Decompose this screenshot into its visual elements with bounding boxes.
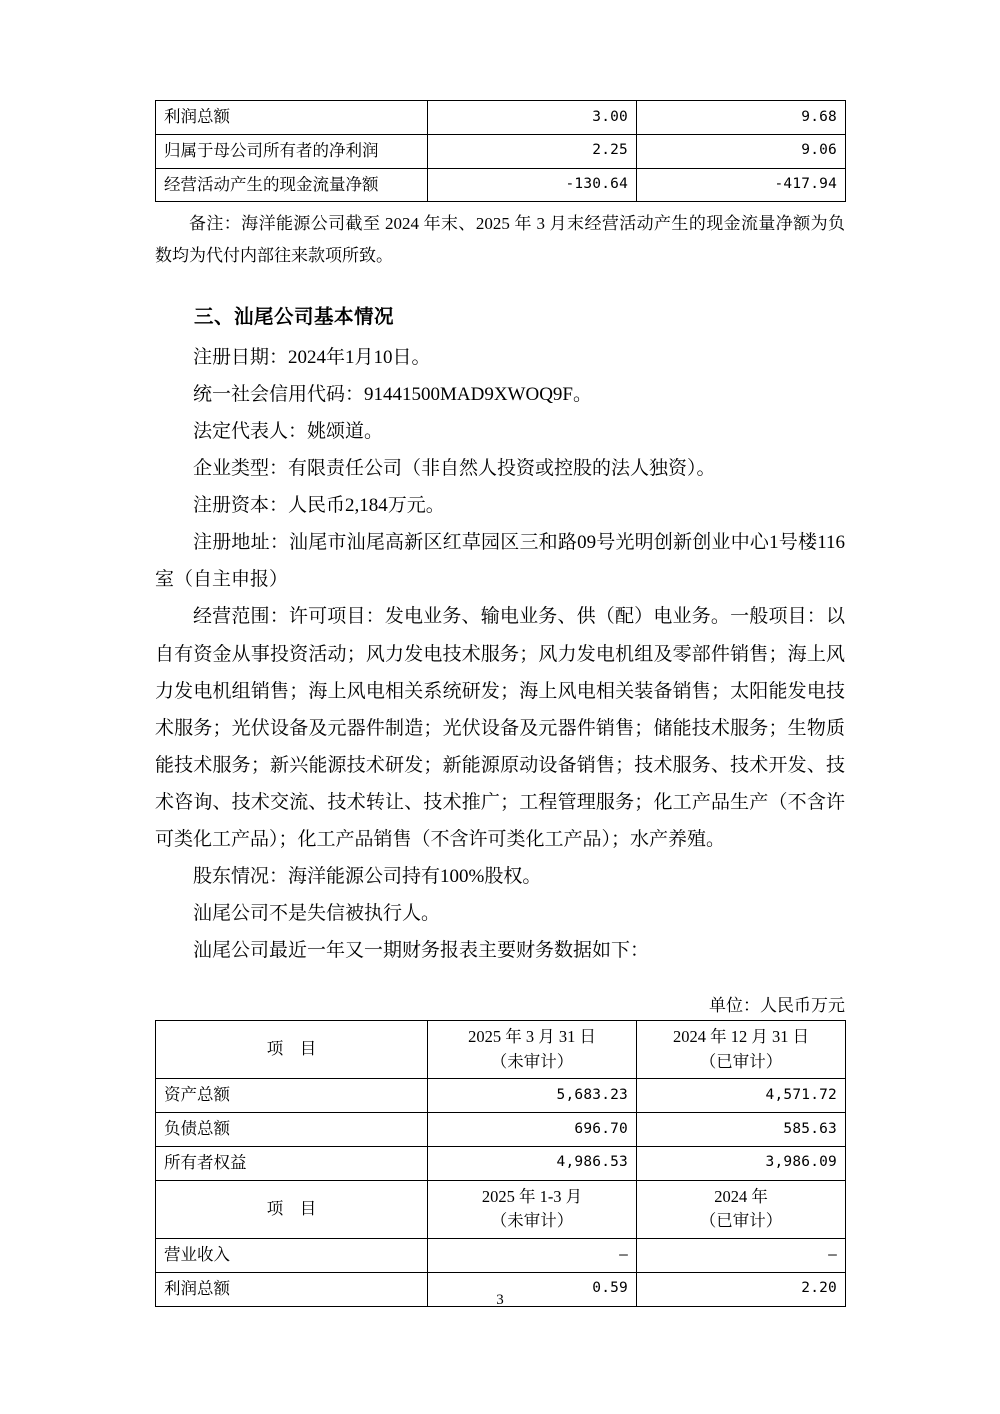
header-col2-line1: 2024 年 12 月 31 日 xyxy=(672,1026,810,1046)
paragraph-credit-status: 汕尾公司不是失信被执行人。 xyxy=(193,902,441,924)
paragraph-financial-intro: 汕尾公司最近一年又一期财务报表主要财务数据如下： xyxy=(193,939,650,961)
table-header-row xyxy=(156,1180,846,1239)
paragraph-registration-date: 注册日期：2024年1月10日。 xyxy=(193,347,431,369)
row-value-col1: 4,986.53 xyxy=(428,1146,637,1180)
row-label: 负债总额 xyxy=(156,1113,428,1147)
row-value-col2: – xyxy=(637,1239,846,1273)
row-label: 经营活动产生的现金流量净额 xyxy=(156,168,428,202)
row-label: 利润总额 xyxy=(156,101,428,135)
table-row xyxy=(156,1146,846,1180)
table-row xyxy=(156,1113,846,1147)
row-value-col1: 5,683.23 xyxy=(428,1079,637,1113)
row-label: 营业收入 xyxy=(156,1239,428,1273)
row-value-col2: -417.94 xyxy=(637,168,846,202)
paragraph-registered-address: 注册地址：汕尾市汕尾高新区红草园区三和路09号光明创新创业中心1号楼116室（自主申报） xyxy=(155,532,845,591)
row-value-col1: 3.00 xyxy=(428,101,637,135)
row-label: 所有者权益 xyxy=(156,1146,428,1180)
paragraph-business-scope: 经营范围：许可项目：发电业务、输电业务、供（配）电业务。一般项目：以自有资金从事投资活动；风力发电技术服务；风力发电机组及零部件销售；海上风力发电机组销售；海上风电相关系统研发；海上风电相关装备销售；太阳能发电技术服务；光伏设备及元器件制造；光伏设备及元器件销售；储能技术服务；生物质能技术服务；新兴能源技术研发；新能源原动设备销售；技术服务、技术开发、技术咨询、技术交流、技术转让、技术推广；工程管理服务；化工产品生产（不含许可类化工产品）；化工产品销售（不含许可类化工产品）；水产养殖。 xyxy=(155,606,845,850)
row-value-col2: 9.06 xyxy=(637,134,846,168)
paragraph-shareholder: 股东情况：海洋能源公司持有100%股权。 xyxy=(193,865,542,887)
table-footnote: 备注：海洋能源公司截至 2024 年末、2025 年 3 月末经营活动产生的现金流量净额为负数均为代付内部往来款项所致。 xyxy=(155,214,845,265)
header-item-label: 项 目 xyxy=(156,1180,428,1239)
header-col1 xyxy=(428,1180,637,1239)
paragraph-credit-code: 统一社会信用代码：91441500MAD9XWOQ9F。 xyxy=(193,384,593,406)
row-value-col2: 3,986.09 xyxy=(637,1146,846,1180)
row-value-col2: 9.68 xyxy=(637,101,846,135)
row-label: 资产总额 xyxy=(156,1079,428,1113)
header-col1-line2: （未审计） xyxy=(490,1211,574,1231)
header-col2 xyxy=(637,1180,846,1239)
header-col2 xyxy=(637,1020,846,1079)
table-row xyxy=(156,101,846,135)
row-value-col1: 2.25 xyxy=(428,134,637,168)
row-value-col2: 585.63 xyxy=(637,1113,846,1147)
paragraph-legal-representative: 法定代表人：姚颂道。 xyxy=(193,421,384,443)
table-header-row xyxy=(156,1020,846,1079)
row-value-col2: 2.20 xyxy=(637,1272,846,1306)
table-row xyxy=(156,134,846,168)
row-value-col1: 0.59 xyxy=(428,1272,637,1306)
header-col2-line2: （已审计） xyxy=(699,1211,783,1231)
row-label: 利润总额 xyxy=(156,1272,428,1306)
page-content xyxy=(155,100,845,1307)
unit-label: 单位：人民币万元 xyxy=(709,995,845,1015)
section-heading: 三、汕尾公司基本情况 xyxy=(194,307,395,329)
row-label: 归属于母公司所有者的净利润 xyxy=(156,134,428,168)
row-value-col1: – xyxy=(428,1239,637,1273)
paragraph-registered-capital: 注册资本：人民币2,184万元。 xyxy=(193,495,445,517)
financial-table-bottom xyxy=(155,1020,846,1307)
header-col1-line1: 2025 年 3 月 31 日 xyxy=(468,1026,596,1046)
row-value-col2: 4,571.72 xyxy=(637,1079,846,1113)
table-row xyxy=(156,1079,846,1113)
header-col1-line2: （未审计） xyxy=(490,1051,574,1071)
header-col1 xyxy=(428,1020,637,1079)
table-row xyxy=(156,1239,846,1273)
paragraph-enterprise-type: 企业类型：有限责任公司（非自然人投资或控股的法人独资）。 xyxy=(193,458,716,480)
header-item-label: 项 目 xyxy=(156,1020,428,1079)
table-row xyxy=(156,168,846,202)
financial-table-top xyxy=(155,100,846,202)
header-col1-line1: 2025 年 1-3 月 xyxy=(481,1186,583,1206)
page-number: 3 xyxy=(496,1292,504,1308)
header-col2-line2: （已审计） xyxy=(699,1051,783,1071)
row-value-col1: -130.64 xyxy=(428,168,637,202)
header-col2-line1: 2024 年 xyxy=(714,1186,768,1206)
row-value-col1: 696.70 xyxy=(428,1113,637,1147)
